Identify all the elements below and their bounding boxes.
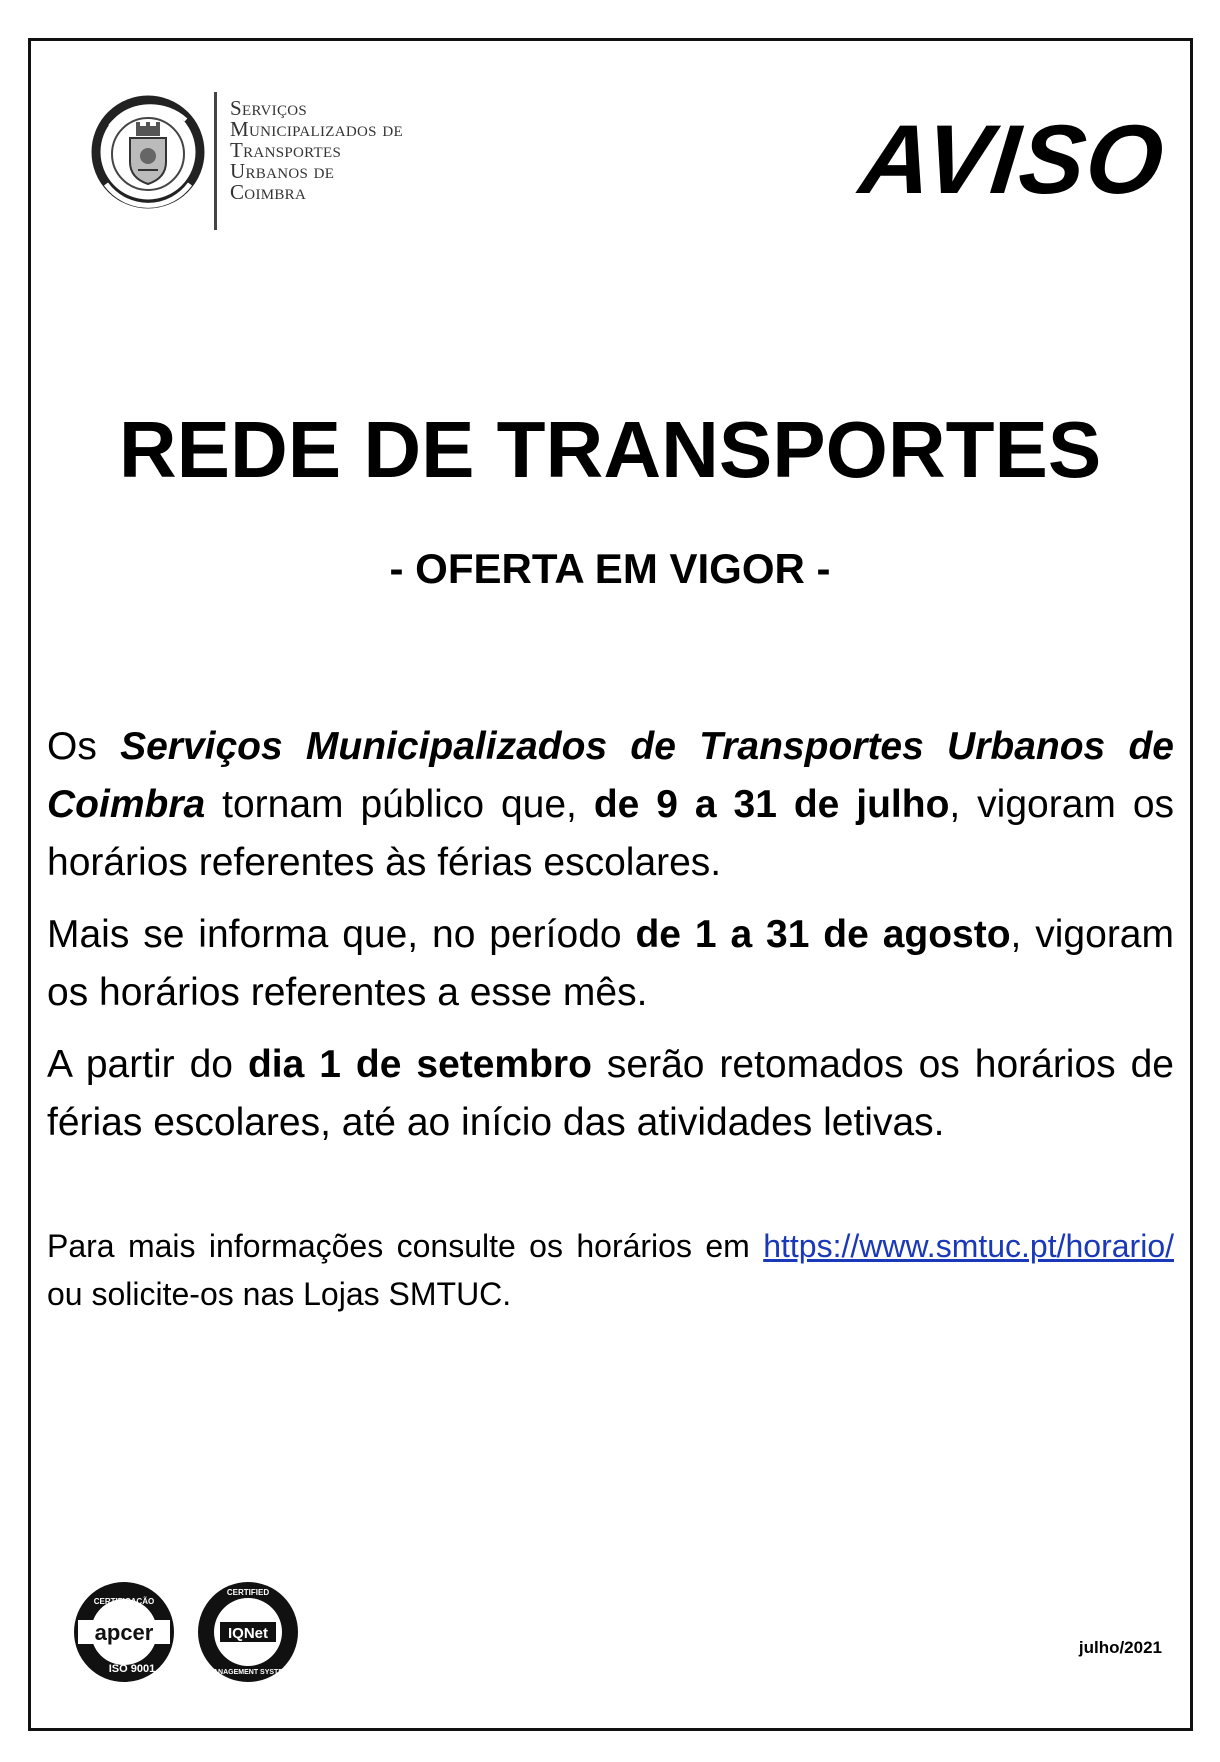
apcer-iso-text: ISO 9001 [108, 1663, 156, 1675]
org-line: Municipalizados de [230, 117, 403, 141]
schedules-link[interactable]: https://www.smtuc.pt/horario/ [763, 1228, 1174, 1264]
text: , vigoram os horários referentes a esse mês. [47, 913, 1174, 1014]
text: Os [47, 725, 121, 768]
paragraph-more-info [47, 1222, 1174, 1318]
organization-name [230, 98, 403, 203]
apcer-top-text: CERTIFICAÇÃO [93, 1597, 155, 1606]
text: Para mais informações consulte os horários em [47, 1228, 764, 1264]
org-line: Transportes [230, 138, 342, 162]
page-subtitle: - OFERTA EM VIGOR - [389, 545, 831, 592]
august-period: de 1 a 31 de agosto [635, 913, 1011, 956]
document-date: julho/2021 [1078, 1638, 1162, 1657]
text: ou solicite-os nas Lojas SMTUC. [47, 1276, 512, 1312]
text: serão retomados os horários de férias escolares, até ao início das atividades letivas. [47, 1043, 1174, 1144]
text: tornam público que, [205, 783, 594, 826]
page-title: REDE DE TRANSPORTES [118, 405, 1102, 494]
notice-label: AVISO [855, 104, 1170, 214]
apcer-iso-9001-logo [74, 1582, 174, 1682]
paragraph-august-schedule [47, 906, 1174, 1022]
organization-name-inline: Serviços Municipalizados de Transportes Urbanos de Coimbra [47, 725, 1174, 826]
org-line: Urbanos de [230, 159, 335, 183]
text: A partir do [47, 1043, 248, 1086]
text: , vigoram os horários referentes às férias escolares. [47, 783, 1175, 884]
logo-divider [214, 92, 217, 230]
certification-logos [72, 1578, 312, 1688]
apcer-wordmark: apcer [94, 1620, 154, 1645]
september-date: dia 1 de setembro [247, 1043, 592, 1086]
smtuc-logo [88, 92, 488, 232]
iqnet-logo [198, 1582, 298, 1682]
iqnet-top-text: CERTIFIED [226, 1588, 270, 1597]
july-period: de 9 a 31 de julho [593, 783, 950, 826]
org-line: Coimbra [230, 180, 307, 204]
coat-of-arms-emblem [88, 92, 208, 212]
iqnet-bottom-text: MANAGEMENT SYSTEM [207, 1669, 289, 1676]
text: Mais se informa que, no período [47, 913, 636, 956]
paragraph-september-schedule [47, 1036, 1174, 1152]
org-line: Serviços [230, 96, 308, 120]
iqnet-wordmark: IQNet [227, 1625, 269, 1642]
paragraph-summer-schedule [47, 718, 1174, 892]
